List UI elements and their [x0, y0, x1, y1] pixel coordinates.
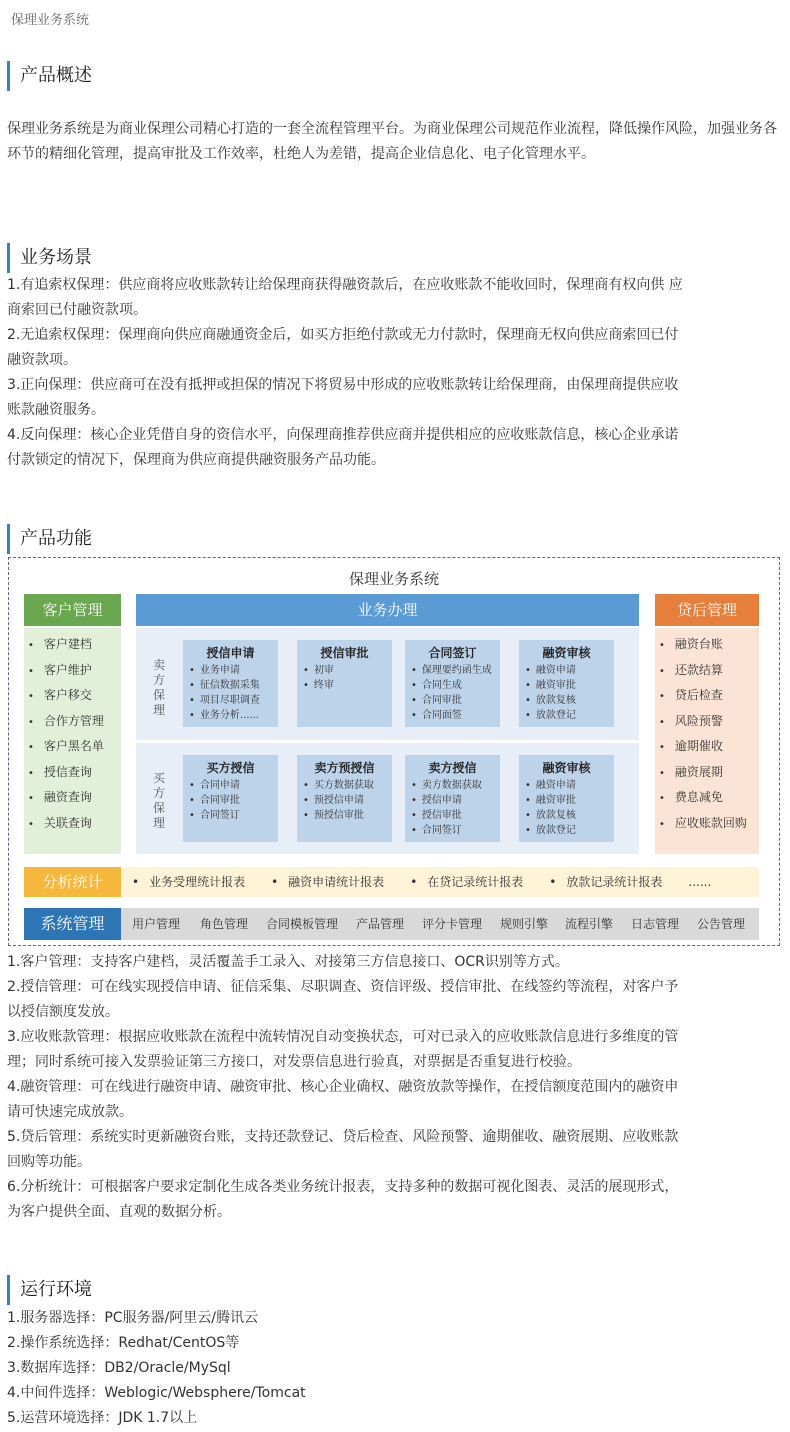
- feature-line: 4.融资管理：可在线进行融资申请、融资审批、核心企业确权、融资放款等操作，在授信额度范围内的融资申: [7, 1079, 679, 1095]
- environment-list: [7, 1306, 783, 1431]
- environment-line: 5.运营环境选择：JDK 1.7以上: [7, 1410, 198, 1426]
- card-item: • 初审: [303, 663, 386, 678]
- card-item: • 合同面签: [411, 708, 494, 723]
- card-item: • 放款登记: [525, 823, 608, 838]
- list-item: • 客户维护: [24, 658, 121, 684]
- list-item: • 客户建档: [24, 632, 121, 658]
- card-title: 买方授信: [206, 761, 255, 775]
- card-title: 融资审核: [542, 646, 591, 660]
- list-item: • 客户黑名单: [24, 734, 121, 760]
- postloan-body: [655, 628, 759, 854]
- card-item: • 合同签订: [189, 808, 272, 823]
- card-item: • 放款登记: [525, 708, 608, 723]
- list-item: • 贷后检查: [655, 683, 759, 709]
- list-item: • 还款结算: [655, 658, 759, 684]
- analytics-items: [132, 867, 727, 897]
- system-item: 规则引擎: [500, 917, 549, 931]
- process-card: [183, 640, 278, 727]
- system-item: 用户管理: [132, 917, 181, 931]
- card-title: 授信审批: [320, 646, 369, 660]
- card-item: • 卖方数据获取: [411, 778, 494, 793]
- card-list: [189, 663, 272, 723]
- card-item: • 征信数据采集: [189, 678, 272, 693]
- card-item: • 授信申请: [411, 793, 494, 808]
- postloan-head: 贷后管理: [655, 594, 759, 626]
- seller-label: 卖方保理: [152, 658, 165, 717]
- scenario-line: 1.有追索权保理：供应商将应收账款转让给保理商获得融资款后，在应收账款不能收回时，保理商有权向供 应: [7, 277, 683, 293]
- feature-line: 为客户提供全面、直观的数据分析。: [7, 1204, 231, 1220]
- features-list: [7, 950, 783, 1225]
- overview-title: 产品概述: [7, 61, 92, 91]
- list-item: • 融资台账: [655, 632, 759, 658]
- card-item: • 放款复核: [525, 693, 608, 708]
- analytics-item: • 放款记录统计报表: [549, 875, 662, 889]
- diagram-title: 保理业务系统: [348, 570, 439, 588]
- scenario-line: 融资款项。: [7, 352, 77, 368]
- process-card: [519, 755, 614, 842]
- card-title: 卖方预授信: [314, 761, 375, 775]
- scenario-line: 商索回已付融资款项。: [7, 302, 147, 318]
- card-item: • 融资审批: [525, 678, 608, 693]
- card-list: [303, 778, 386, 823]
- card-item: • 买方数据获取: [303, 778, 386, 793]
- card-item: • 融资申请: [525, 778, 608, 793]
- card-item: • 项目尽职调查: [189, 693, 272, 708]
- card-item: • 合同审批: [189, 793, 272, 808]
- scenario-line: 账款融资服务。: [7, 402, 105, 418]
- card-list: [525, 778, 608, 838]
- scenarios-title: 业务场景: [7, 243, 92, 273]
- card-list: [411, 663, 494, 723]
- card-list: [411, 778, 494, 838]
- list-item: • 关联查询: [24, 811, 121, 837]
- feature-line: 理；同时系统可接入发票验证第三方接口，对发票信息进行验真，对票据是否重复进行校验。: [7, 1054, 581, 1070]
- process-card: [405, 640, 500, 727]
- process-card: [405, 755, 500, 842]
- list-item: • 融资查询: [24, 785, 121, 811]
- card-item: • 放款复核: [525, 808, 608, 823]
- list-item: • 客户移交: [24, 683, 121, 709]
- feature-line: 6.分析统计：可根据客户要求定制化生成各类业务统计报表，支持多种的数据可视化图表、灵活的展现形式，: [7, 1179, 679, 1195]
- system-item: 评分卡管理: [422, 917, 483, 931]
- card-item: • 预授信申请: [303, 793, 386, 808]
- customer-list: [24, 632, 121, 836]
- architecture-diagram: [8, 557, 780, 946]
- card-item: • 融资申请: [525, 663, 608, 678]
- system-item: 公告管理: [697, 917, 746, 931]
- scenario-line: 付款锁定的情况下，保理商为供应商提供融资服务产品功能。: [7, 452, 385, 468]
- system-bar: [24, 908, 759, 940]
- feature-line: 2.授信管理：可在线实现授信申请、征信采集、尽职调查、资信评级、授信审批、在线签约等流程，对客户予: [7, 979, 679, 995]
- card-list: [189, 778, 272, 823]
- analytics-item: • 在贷记录统计报表: [410, 875, 523, 889]
- environment-title: 运行环境: [7, 1275, 92, 1305]
- customer-body: [24, 628, 121, 854]
- analytics-more: ......: [688, 875, 712, 889]
- process-card: [183, 755, 278, 842]
- postloan-list: [655, 632, 759, 836]
- list-item: • 授信查询: [24, 760, 121, 786]
- analytics-item: • 融资申请统计报表: [271, 875, 384, 889]
- scenarios-list: [7, 273, 783, 473]
- list-item: • 风险预警: [655, 709, 759, 735]
- card-item: • 合同签订: [411, 823, 494, 838]
- seller-band: [136, 628, 639, 740]
- feature-line: 以授信额度发放。: [7, 1004, 119, 1020]
- system-head: 系统管理: [24, 908, 121, 940]
- overview-text: 保理业务系统是为商业保理公司精心打造的一套全流程管理平台。为商业保理公司规范作业流程，降低操作风险，加强业务各环节的精细化管理，提高审批及工作效率，杜绝人为差错，提高企业信息化、电子化管理水平。: [7, 121, 777, 162]
- system-item: 角色管理: [200, 917, 249, 931]
- list-item: • 费息减免: [655, 785, 759, 811]
- system-item: 流程引擎: [565, 917, 614, 931]
- analytics-bar: [24, 867, 759, 897]
- breadcrumb: 保理业务系统: [11, 13, 90, 28]
- process-card: [519, 640, 614, 727]
- card-title: 授信申请: [206, 646, 255, 660]
- environment-line: 2.操作系统选择：Redhat/CentOS等: [7, 1335, 240, 1351]
- business-head: 业务办理: [136, 594, 639, 626]
- buyer-band: [136, 743, 639, 854]
- process-card: [297, 755, 392, 842]
- list-item: • 逾期催收: [655, 734, 759, 760]
- card-item: • 保理要约函生成: [411, 663, 494, 678]
- scenario-line: 3.正向保理：供应商可在没有抵押或担保的情况下将贸易中形成的应收账款转让给保理商，由保理商提供应收: [7, 377, 679, 393]
- card-list: [525, 663, 608, 723]
- environment-line: 4.中间件选择：Weblogic/Websphere/Tomcat: [7, 1385, 306, 1401]
- analytics-head: 分析统计: [24, 867, 121, 897]
- card-item: • 业务分析......: [189, 708, 272, 723]
- customer-head: 客户管理: [24, 594, 121, 626]
- card-item: • 预授信审批: [303, 808, 386, 823]
- card-item: • 合同审批: [411, 693, 494, 708]
- feature-line: 3.应收账款管理：根据应收账款在流程中流转情况自动变换状态，可对已录入的应收账款信息进行多维度的管: [7, 1029, 679, 1045]
- system-item: 产品管理: [356, 917, 405, 931]
- feature-line: 5.贷后管理：系统实时更新融资台账，支持还款登记、贷后检查、风险预警、逾期催收、融资展期、应收账款: [7, 1129, 679, 1145]
- list-item: • 应收账款回购: [655, 811, 759, 837]
- feature-line: 1.客户管理：支持客户建档，灵活覆盖手工录入、对接第三方信息接口、OCR识别等方式。: [7, 954, 569, 970]
- scenario-line: 4.反向保理：核心企业凭借自身的资信水平，向保理商推荐供应商并提供相应的应收账款信息，核心企业承诺: [7, 427, 679, 443]
- system-item: 日志管理: [631, 917, 680, 931]
- card-item: • 合同申请: [189, 778, 272, 793]
- analytics-item: • 业务受理统计报表: [132, 875, 245, 889]
- card-title: 卖方授信: [428, 761, 477, 775]
- environment-line: 1.服务器选择：PC服务器/阿里云/腾讯云: [7, 1310, 259, 1326]
- card-item: • 终审: [303, 678, 386, 693]
- card-item: • 业务申请: [189, 663, 272, 678]
- list-item: • 融资展期: [655, 760, 759, 786]
- system-item: 合同模板管理: [266, 917, 339, 931]
- scenario-line: 2.无追索权保理：保理商向供应商融通资金后，如买方拒绝付款或无力付款时，保理商无权向供应商索回已付: [7, 327, 679, 343]
- card-item: • 合同生成: [411, 678, 494, 693]
- list-item: • 合作方管理: [24, 709, 121, 735]
- card-list: [303, 663, 386, 693]
- card-title: 融资审核: [542, 761, 591, 775]
- buyer-label: 买方保理: [152, 771, 165, 830]
- feature-line: 回购等功能。: [7, 1154, 91, 1170]
- card-item: • 授信审批: [411, 808, 494, 823]
- process-card: [297, 640, 392, 727]
- feature-line: 请可快速完成放款。: [7, 1104, 133, 1120]
- card-title: 合同签订: [428, 646, 477, 660]
- features-title: 产品功能: [7, 524, 92, 554]
- environment-line: 3.数据库选择：DB2/Oracle/MySql: [7, 1360, 231, 1376]
- card-item: • 融资审批: [525, 793, 608, 808]
